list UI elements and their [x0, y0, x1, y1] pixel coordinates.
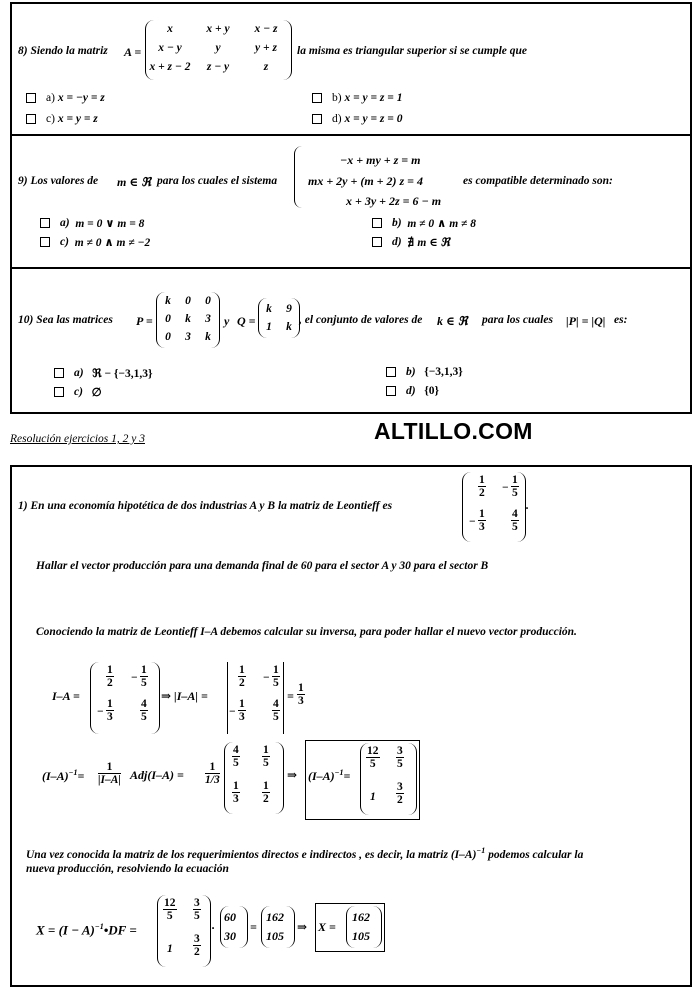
minus-sign: − — [263, 672, 270, 684]
p-matrix-cell: 0 — [165, 331, 171, 343]
xr-2: 105 — [352, 929, 370, 943]
q-matrix-cell: 9 — [286, 303, 292, 315]
checkbox-icon[interactable] — [372, 237, 382, 247]
denominator: 5 — [273, 677, 279, 689]
checkbox-icon[interactable] — [312, 93, 322, 103]
fraction — [396, 745, 404, 770]
option-letter: c) — [46, 113, 55, 125]
numerator: 1 — [239, 664, 245, 676]
denominator: 5 — [512, 487, 518, 499]
inv-exp: −1 — [68, 768, 78, 777]
fraction — [131, 664, 148, 689]
dot: . — [212, 918, 215, 932]
option-letter: a) — [60, 217, 70, 229]
option-letter: a) — [46, 92, 55, 104]
x-eq — [36, 922, 137, 938]
q8-option-c[interactable] — [26, 113, 98, 125]
det-num: 1 — [298, 682, 304, 694]
numerator: 1 — [107, 664, 113, 676]
fraction — [502, 474, 519, 499]
q9-eq-3: x + 3y + 2z = 6 − m — [346, 194, 442, 208]
q9-text-c: es compatible determinado son: — [463, 175, 613, 187]
option-letter: b) — [392, 217, 402, 229]
numerator: 1 — [233, 780, 239, 792]
one-b: 1 — [205, 761, 220, 774]
q9-option-a[interactable] — [40, 216, 144, 230]
fraction — [238, 664, 246, 689]
checkbox-icon[interactable] — [386, 367, 396, 377]
inv-lhs-2 — [308, 768, 350, 784]
implies-det: ⇒ |I–A| = — [161, 689, 208, 703]
q8-matrix-cell: x − z — [254, 23, 278, 35]
period: . — [526, 500, 529, 512]
checkbox-icon[interactable] — [26, 114, 36, 124]
ex1-intro: 1) En una economía hipotética de dos industrias A y B la matriz de Leontieff es — [18, 500, 393, 512]
x-1: 162 — [266, 910, 284, 924]
fraction — [232, 780, 240, 805]
checkbox-icon[interactable] — [26, 93, 36, 103]
checkbox-icon[interactable] — [54, 387, 64, 397]
fraction — [106, 664, 114, 689]
q10-p-name: P = — [136, 314, 153, 328]
q-matrix-cell: k — [286, 321, 292, 333]
q10-option-c[interactable] — [54, 385, 102, 399]
p-matrix-cell: 0 — [165, 313, 171, 325]
minus-sign: − — [131, 672, 138, 684]
q-matrix-cell: k — [266, 303, 272, 315]
inverse-one: 1 — [370, 791, 376, 803]
q10-text-b: , el conjunto de valores de — [299, 314, 423, 326]
fraction — [478, 474, 486, 499]
q8-option-a[interactable] — [26, 92, 105, 104]
p-matrix-cell: k — [165, 295, 171, 307]
inv-eq-2: = — [343, 769, 351, 783]
q8-matrix-cell: x — [167, 23, 173, 35]
option-letter: d) — [332, 113, 342, 125]
minus-sign: − — [502, 482, 509, 494]
q10-text-c: para los cuales — [482, 314, 553, 326]
checkbox-icon[interactable] — [40, 218, 50, 228]
q10-option-d[interactable] — [386, 385, 439, 397]
inv-exp-2: −1 — [334, 768, 344, 777]
numerator: 4 — [141, 698, 147, 710]
denominator: 5 — [141, 711, 147, 723]
denominator: 3 — [239, 711, 245, 723]
q8-option-b[interactable] — [312, 92, 402, 104]
q8-matrix-cell: z — [263, 61, 269, 73]
q9-eq-1: −x + my + z = m — [340, 153, 421, 167]
inv-eq: = — [77, 769, 85, 783]
abs-ima: |I–A| — [98, 774, 121, 786]
option-expr: x = y = z — [57, 113, 98, 125]
denominator: 2 — [479, 487, 485, 499]
denominator: 3 — [233, 793, 239, 805]
denominator: 5 — [397, 758, 403, 770]
option-letter: a) — [74, 367, 84, 379]
divider-8-9 — [10, 134, 690, 136]
p-matrix-cell: 0 — [205, 295, 211, 307]
final-text-3: nueva producción, resolviendo la ecuación — [26, 863, 229, 875]
adj-label: Adj(I–A) = — [130, 768, 184, 782]
x-name: X = — [318, 920, 336, 934]
fraction — [163, 897, 177, 922]
x-eq-text: X = (I − A) — [36, 922, 95, 938]
option-letter: c) — [74, 386, 83, 398]
numerator: 1 — [263, 744, 269, 756]
denominator: 5 — [141, 677, 147, 689]
final-text-2: podemos calcular la — [488, 848, 584, 861]
q8-matrix-cell: x − y — [158, 42, 182, 54]
fraction — [140, 698, 148, 723]
denominator: 5 — [194, 910, 200, 922]
fraction — [97, 698, 114, 723]
checkbox-icon[interactable] — [386, 386, 396, 396]
denominator: 5 — [263, 757, 269, 769]
denominator: 5 — [273, 711, 279, 723]
numerator: 1 — [107, 698, 113, 710]
fraction — [232, 744, 240, 769]
final-exp: −1 — [476, 846, 486, 855]
det-value — [297, 682, 305, 707]
q10-y: y — [224, 314, 230, 328]
resolution-link[interactable]: Resolución ejercicios 1, 2 y 3 — [10, 433, 145, 445]
option-expr: ∅ — [91, 387, 102, 399]
option-expr: x = y = z = 0 — [344, 113, 403, 125]
x-2: 105 — [266, 929, 284, 943]
divider-9-10 — [10, 267, 690, 269]
option-expr: x = y = z = 1 — [344, 92, 403, 104]
df-text: •DF = — [103, 922, 137, 938]
numerator: 1 — [239, 698, 245, 710]
denominator: 5 — [369, 758, 376, 770]
ex1-explain: Conociendo la matriz de Leontieff I–A debemos calcular su inversa, para poder hallar el nuevo vector producción. — [36, 626, 577, 638]
q8-matrix-cell: z − y — [206, 61, 230, 73]
denominator: 5 — [233, 757, 239, 769]
numerator: 3 — [194, 933, 200, 945]
fraction — [469, 508, 486, 533]
option-letter: b) — [332, 92, 342, 104]
det-eq: = — [287, 689, 294, 703]
q9-option-d[interactable] — [372, 235, 450, 249]
option-expr: m ≠ 0 ∧ m ≠ 8 — [407, 218, 476, 230]
option-letter: d) — [392, 236, 402, 248]
q-matrix-cell: 1 — [266, 321, 272, 333]
numerator: 3 — [397, 745, 403, 757]
checkbox-icon[interactable] — [372, 218, 382, 228]
q10-option-a[interactable] — [54, 366, 153, 380]
p-matrix-cell: 0 — [185, 295, 191, 307]
det-den: 3 — [298, 695, 304, 707]
q9-option-b[interactable] — [372, 216, 476, 230]
numerator: 1 — [479, 508, 485, 520]
implies-inv: ⇒ — [287, 768, 298, 782]
q10-text-a: 10) Sea las matrices — [18, 314, 113, 326]
det-bar-right — [283, 662, 284, 734]
q10-option-b[interactable] — [386, 366, 463, 378]
denominator: 5 — [166, 910, 173, 922]
q8-matrix-cell: y + z — [255, 42, 277, 54]
q8-matrix-cell: y — [215, 42, 221, 54]
x-exp: −1 — [94, 922, 104, 931]
minus-sign: − — [97, 706, 104, 718]
fraction — [262, 780, 270, 805]
checkbox-icon[interactable] — [40, 237, 50, 247]
numerator: 1 — [273, 664, 279, 676]
checkbox-icon[interactable] — [312, 114, 322, 124]
fraction — [229, 698, 246, 723]
ima-matrix — [90, 662, 160, 734]
numerator: 1 — [263, 780, 269, 792]
q10-text-d: es: — [614, 314, 628, 326]
option-expr: x = −y = z — [57, 92, 105, 104]
denominator: 2 — [194, 946, 200, 958]
df-2: 30 — [224, 929, 236, 943]
fraction — [193, 933, 201, 958]
q9-eq-2: mx + 2y + (m + 2) z = 4 — [308, 174, 424, 188]
fraction — [511, 508, 519, 533]
option-expr: {0} — [424, 385, 440, 397]
q10-det-eq: |P| = |Q| — [566, 314, 606, 328]
df-1: 60 — [224, 910, 236, 924]
ima-label: I–A = — [52, 689, 80, 703]
denominator: 2 — [397, 794, 403, 806]
option-expr: ∄ m ∈ ℜ — [407, 237, 450, 249]
numerator: 3 — [397, 781, 403, 793]
q8-option-d[interactable] — [312, 113, 402, 125]
option-letter: c) — [60, 236, 69, 248]
p-matrix-cell: 3 — [185, 331, 191, 343]
one-over-det — [98, 761, 121, 786]
numerator: 1 — [512, 474, 518, 486]
denominator: 5 — [512, 521, 518, 533]
checkbox-icon[interactable] — [54, 368, 64, 378]
q8-text-b: la misma es triangular superior si se cumple que — [297, 45, 528, 57]
fraction — [263, 664, 280, 689]
fraction — [366, 745, 380, 770]
p-matrix-cell: 3 — [205, 313, 211, 325]
q8-matrix-cell: x + y — [206, 23, 230, 35]
numerator: 12 — [367, 745, 379, 757]
one: 1 — [98, 761, 121, 774]
q8-matrix-cell: x + z − 2 — [149, 61, 191, 73]
q10-q-name: Q = — [237, 314, 256, 328]
p-matrix-cell: k — [205, 331, 211, 343]
option-expr: m ≠ 0 ∧ m ≠ −2 — [74, 237, 151, 249]
det-bar-left — [227, 662, 228, 734]
final-text-1: Una vez conocida la matriz de los requerimientos directos e indirectos , es decir, la matriz (I–A) — [26, 848, 477, 861]
p-matrix-cell: k — [185, 313, 191, 325]
denominator: 2 — [107, 677, 113, 689]
numerator: 1 — [479, 474, 485, 486]
altillo-logo: ALTILLO.COM — [374, 418, 533, 444]
q9-text-a: 9) Los valores de — [18, 175, 99, 187]
final-text — [26, 846, 583, 861]
option-letter: b) — [406, 366, 416, 378]
option-expr: {−3,1,3} — [424, 366, 463, 378]
minus-sign: − — [229, 706, 236, 718]
fraction — [396, 781, 404, 806]
fraction — [193, 897, 201, 922]
option-letter: d) — [406, 385, 416, 397]
ex1-task: Hallar el vector producción para una demanda final de 60 para el sector A y 30 para el sector B — [36, 560, 489, 572]
numerator: 4 — [273, 698, 279, 710]
minus-sign: − — [469, 516, 476, 528]
q10-cond: k ∈ ℜ — [437, 314, 468, 328]
q9-text-b: para los cuales el sistema — [157, 175, 278, 187]
xr-1: 162 — [352, 910, 370, 924]
third-slash: 1/3 — [205, 774, 220, 786]
inv-lhs — [42, 768, 84, 784]
fraction — [262, 744, 270, 769]
inv-lhs-text: (I–A) — [42, 769, 69, 783]
numerator: 4 — [512, 508, 518, 520]
inv-lhs-text-2: (I–A) — [308, 769, 335, 783]
implies-x: ⇒ — [297, 920, 308, 934]
option-expr: ℜ − {−3,1,3} — [92, 368, 153, 380]
numerator: 4 — [233, 744, 239, 756]
option-expr: m = 0 ∨ m = 8 — [75, 218, 145, 230]
inverse-one: 1 — [167, 943, 173, 955]
one-over-third — [205, 761, 220, 786]
q9-cond: m ∈ ℜ — [117, 175, 151, 189]
numerator: 12 — [164, 897, 176, 909]
denominator: 2 — [263, 793, 269, 805]
numerator: 1 — [141, 664, 147, 676]
denominator: 3 — [479, 521, 485, 533]
numerator: 3 — [194, 897, 200, 909]
q8-matrix-name: A = — [124, 45, 142, 59]
system-brace — [294, 146, 305, 208]
q8-text-a: 8) Siendo la matriz — [18, 45, 108, 57]
eq-sign: = — [250, 920, 257, 934]
fraction — [272, 698, 280, 723]
q9-option-c[interactable] — [40, 235, 150, 249]
denominator: 2 — [239, 677, 245, 689]
denominator: 3 — [107, 711, 113, 723]
